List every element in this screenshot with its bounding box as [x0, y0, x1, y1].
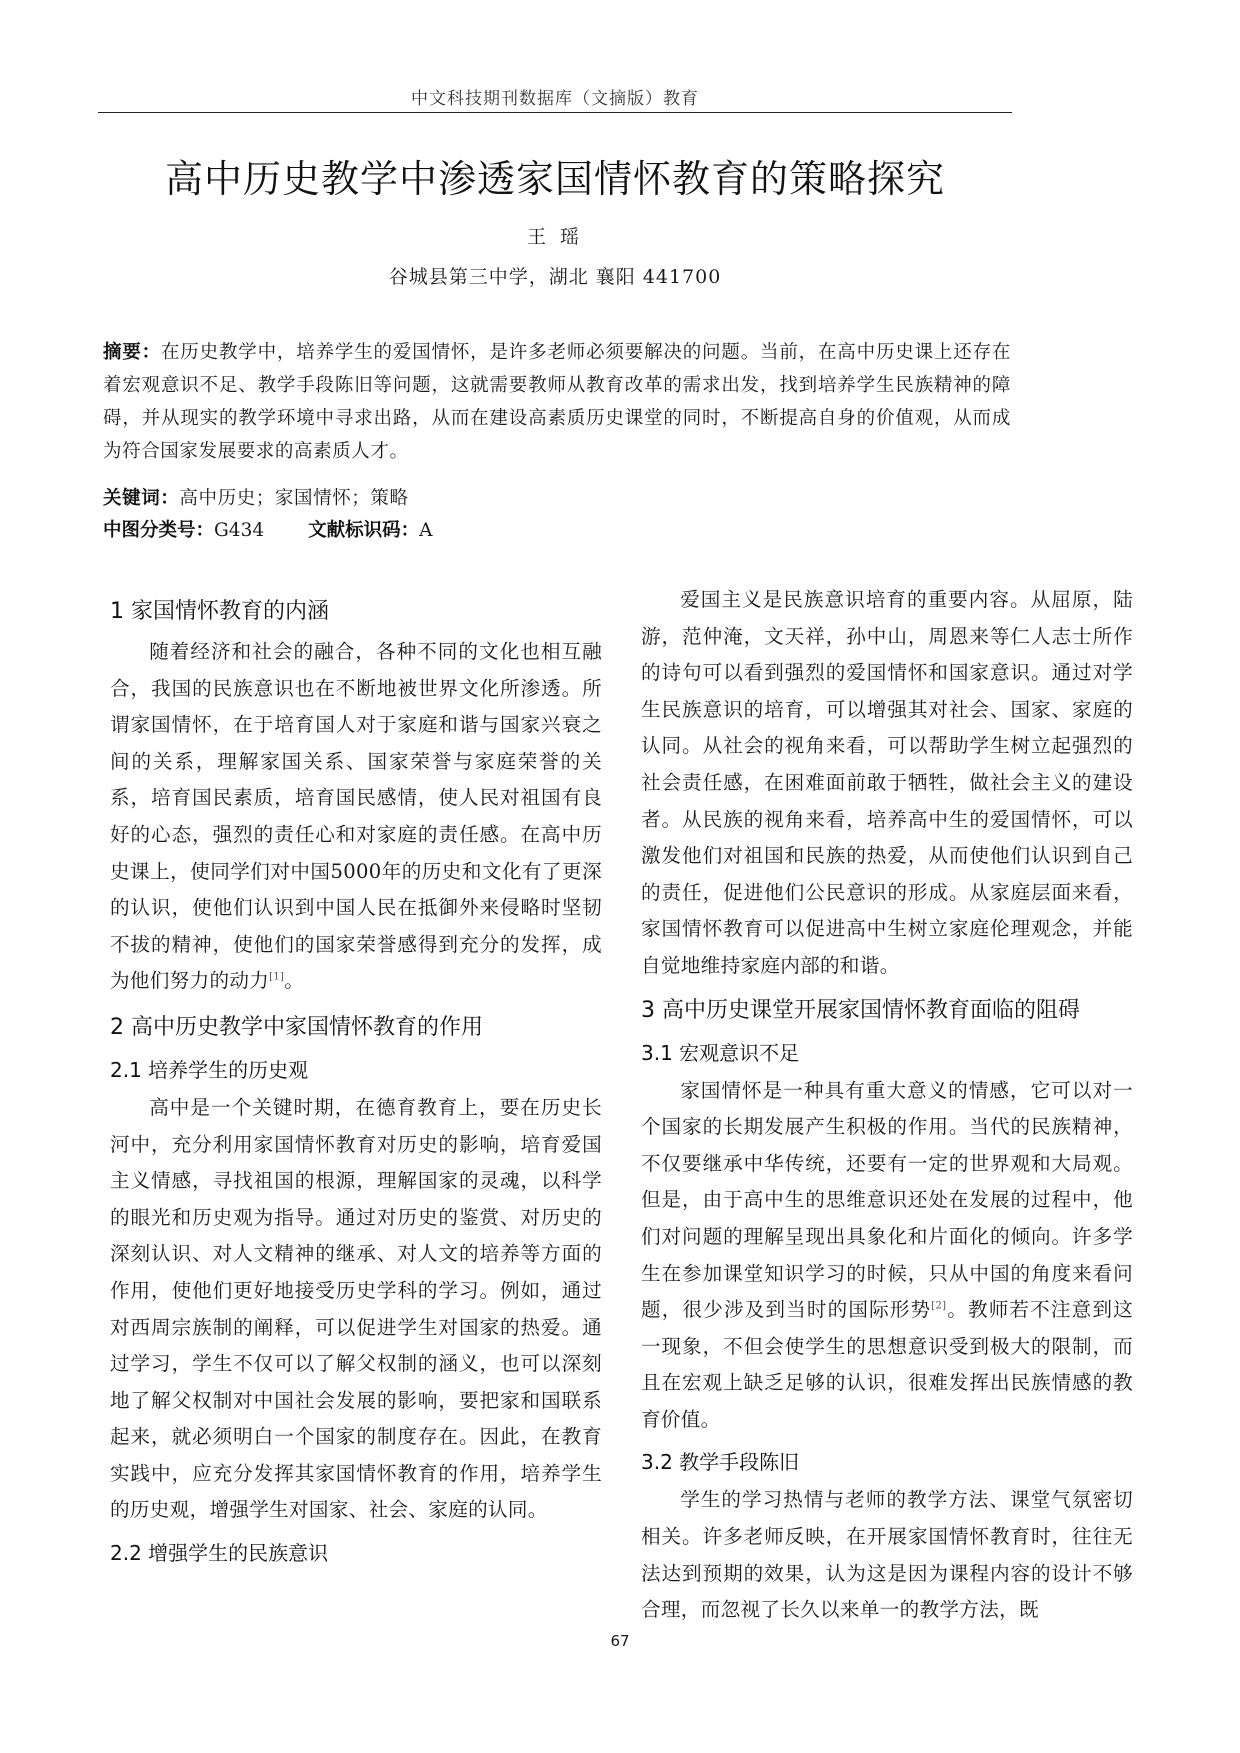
- classification: [103, 514, 1011, 547]
- paragraph-text-tail: 。: [284, 969, 305, 993]
- paragraph-text: 随着经济和社会的融合，各种不同的文化也相互融合，我国的民族意识也在不断地被世界文化所渗透。所谓家国情怀，在于培育国人对于家庭和谐与国家兴衰之间的关系，理解家国关系、国家荣誉与家庭荣誉的关系，培育国民素质，培育国民感情，使人民对祖国有良好的心态，强烈的责任心和对家庭的责任感。在高中历史课上，使同学们对中国5000年的历史和文化有了更深的认识，使他们认识到中国人民在抵御外来侵略时坚韧不拔的精神，使他们的国家荣誉感得到充分的发挥，成为他们努力的动力: [110, 640, 602, 993]
- citation-ref: [1]: [269, 971, 285, 983]
- citation-ref: [2]: [931, 1300, 947, 1312]
- right-column: [641, 582, 1133, 1629]
- clc-code: G434: [214, 520, 265, 541]
- section-2-heading: 2 高中历史教学中家国情怀教育的作用: [110, 1014, 483, 1040]
- doc-code: A: [419, 520, 433, 541]
- abstract-label: 摘要：: [103, 342, 161, 363]
- author-affiliation: 谷城县第三中学，湖北 襄阳 441700: [388, 266, 722, 288]
- page-number: 67: [610, 1632, 630, 1650]
- section-2-1-paragraph: 高中是一个关键时期，在德育教育上，要在历史长河中，充分利用家国情怀教育对历史的影响，培育爱国主义情感，寻找祖国的根源，理解国家的灵魂，以科学的眼光和历史观为指导。通过对历史的鉴赏、对历史的深刻认识、对人文精神的继承、对人文的培养等方面的作用，使他们更好地接受历史学科的学习。例如，通过对西周宗族制的阐释，可以促进学生对国家的热爱。通过学习，学生不仅可以了解父权制的涵义，也可以深刻地了解父权制对中国社会发展的影响，要把家和国联系起来，就必须明白一个国家的制度存在。因此，在教育实践中，应充分发挥其家国情怀教育的作用，培养学生的历史观，增强学生对国家、社会、家庭的认同。: [110, 1095, 602, 1522]
- section-2-2-heading: 2.2 增强学生的民族意识: [110, 1541, 329, 1566]
- article-title: 高中历史教学中渗透家国情怀教育的策略探究: [164, 157, 945, 201]
- keywords-label: 关键词：: [103, 488, 180, 509]
- keywords: [103, 482, 1011, 515]
- doc-code-label: 文献标识码：: [308, 520, 420, 541]
- section-3-2-paragraph: 学生的学习热情与老师的教学方法、课堂气氛密切相关。许多老师反映，在开展家国情怀教育时，往往无法达到预期的效果，认为这是因为课程内容的设计不够合理，而忽视了长久以来单一的教学方法，既: [641, 1488, 1133, 1622]
- left-column: [110, 590, 602, 1573]
- paragraph-text: 家国情怀是一种具有重大意义的情感，它可以对一个国家的长期发展产生积极的作用。当代的民族精神，不仅要继承中华传统，还要有一定的世界观和大局观。但是，由于高中生的思维意识还处在发展的过程中，他们对问题的理解呈现出具象化和片面化的倾向。许多学生在参加课堂知识学习的时候，只从中国的角度来看问题，很少涉及到当时的国际形势: [641, 1078, 1133, 1322]
- section-1-heading: 1 家国情怀教育的内涵: [110, 599, 329, 624]
- section-3-1-paragraph: [641, 1073, 1133, 1439]
- keywords-text: 高中历史；家国情怀；策略: [179, 488, 409, 509]
- section-2-2-paragraph: 爱国主义是民族意识培育的重要内容。从屈原，陆游，范仲淹，文天祥，孙中山，周恩来等仁人志士所作的诗句可以看到强烈的爱国情怀和国家意识。通过对学生民族意识的培育，可以增强其对社会、国家、家庭的认同。从社会的视角来看，可以帮助学生树立起强烈的社会责任感，在困难面前敢于牺牲，做社会主义的建设者。从民族的视角来看，培养高中生的爱国情怀，可以激发他们对祖国和民族的热爱，从而使他们认识到自己的责任，促进他们公民意识的形成。从家庭层面来看，家国情怀教育可以促进高中生树立家庭伦理观念，并能自觉地维持家庭内部的和谐。: [641, 588, 1133, 977]
- section-2-1-heading: 2.1 培养学生的历史观: [110, 1057, 309, 1082]
- abstract-text: 在历史教学中，培养学生的爱国情怀，是许多老师必须要解决的问题。当前，在高中历史课上还存在着宏观意识不足、教学手段陈旧等问题，这就需要教师从教育改革的需求出发，找到培养学生民族精神的障碍，并从现实的教学环境中寻求出路，从而在建设高素质历史课堂的同时，不断提高自身的价值观，从而成为符合国家发展要求的高素质人才。: [103, 342, 1011, 462]
- section-3-2-heading: 3.2 教学手段陈旧: [641, 1450, 800, 1475]
- journal-header: 中文科技期刊数据库（文摘版）教育: [411, 89, 699, 109]
- article-author: 王 瑶: [526, 226, 584, 248]
- paragraph-text-tail: 。教师若不注意到这一现象，不但会使学生的思想意识受到极大的限制，而且在宏观上缺乏足够的认识，很难发挥出民族情感的教育价值。: [641, 1298, 1133, 1431]
- section-3-1-heading: 3.1 宏观意识不足: [641, 1040, 800, 1065]
- clc-label: 中图分类号：: [103, 520, 215, 541]
- section-1-paragraph: [110, 634, 602, 1000]
- header-divider: [98, 112, 1012, 113]
- section-3-heading: 3 高中历史课堂开展家国情怀教育面临的阻碍: [641, 997, 1080, 1023]
- abstract: [103, 336, 1011, 468]
